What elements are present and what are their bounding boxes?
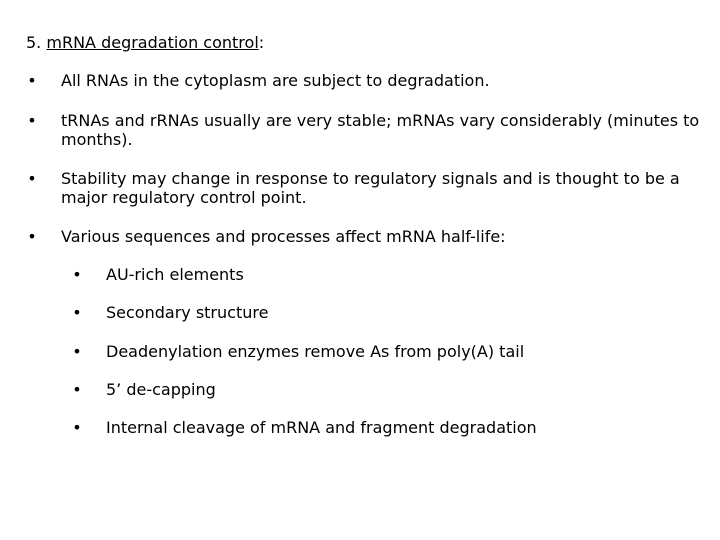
bullet-icon: • <box>72 380 82 399</box>
bullet-text: tRNAs and rRNAs usually are very stable; mRNAs vary considerably (minutes to months). <box>61 111 700 149</box>
bullet-text: All RNAs in the cytoplasm are subject to degradation. <box>61 71 490 90</box>
bullet-icon: • <box>27 71 37 90</box>
bullet-icon: • <box>72 418 82 437</box>
sub-bullet-text: Secondary structure <box>106 303 269 322</box>
sub-bullet-text: AU-rich elements <box>106 265 244 284</box>
heading-suffix: : <box>258 33 265 52</box>
bullet-icon: • <box>27 227 37 246</box>
section-heading <box>26 33 264 53</box>
bullet-text: Various sequences and processes affect mRNA half-life: <box>61 227 506 246</box>
bullet-icon: • <box>72 303 82 322</box>
bullet-text: Stability may change in response to regulatory signals and is thought to be a major regulatory control point. <box>61 169 680 207</box>
bullet-icon: • <box>72 265 82 284</box>
sub-bullet-text: Deadenylation enzymes remove As from poly(A) tail <box>106 342 525 361</box>
sub-bullet-text: Internal cleavage of mRNA and fragment degradation <box>106 418 537 437</box>
bullet-icon: • <box>27 169 37 188</box>
heading-prefix: 5. <box>26 33 47 52</box>
bullet-icon: • <box>27 111 37 130</box>
bullet-icon: • <box>72 342 82 361</box>
sub-bullet-text: 5’ de-capping <box>106 380 216 399</box>
heading-title: mRNA degradation control <box>46 33 259 52</box>
